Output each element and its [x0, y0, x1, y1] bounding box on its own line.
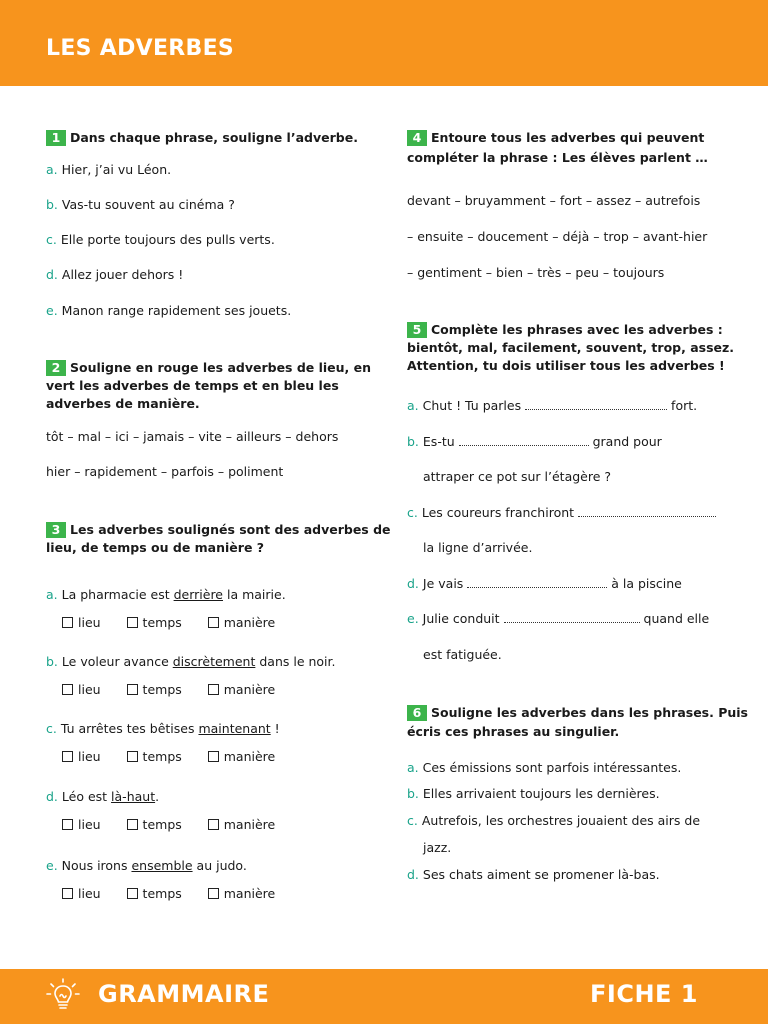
ex1-instruction: Dans chaque phrase, souligne l’adverbe. [70, 130, 358, 145]
item-letter: d. [407, 576, 419, 591]
ex5-item [407, 434, 662, 450]
option-maniere[interactable] [208, 682, 275, 698]
item-text: Julie conduit [422, 611, 504, 626]
checkbox[interactable] [127, 888, 138, 899]
item-text: Nous irons [61, 858, 132, 873]
item-letter: c. [46, 721, 57, 736]
ex6-item [407, 813, 700, 829]
ex5-instruction-line: Attention, tu dois utiliser tous les adverbes ! [407, 358, 725, 373]
item-text: Allez jouer dehors ! [61, 267, 184, 282]
item-letter: a. [46, 587, 58, 602]
item-letter: d. [46, 789, 58, 804]
item-text: Elle porte toujours des pulls verts. [60, 232, 275, 247]
item-letter: b. [46, 654, 58, 669]
ex3-instruction-line: lieu, de temps ou de manière ? [46, 540, 265, 555]
item-text: Je vais [422, 576, 468, 591]
item-letter: a. [407, 760, 419, 775]
ex4-number: 4 [407, 130, 427, 146]
item-text: au judo. [192, 858, 247, 873]
item-letter: a. [46, 162, 58, 177]
item-letter: b. [407, 434, 419, 449]
answer-blank[interactable] [467, 577, 607, 588]
ex5-number: 5 [407, 322, 427, 338]
item-letter: c. [407, 505, 418, 520]
ex1-item [46, 232, 275, 248]
option-temps[interactable] [127, 615, 182, 631]
option-label: lieu [78, 817, 101, 832]
ex1-item [46, 162, 171, 178]
page-footer [0, 969, 768, 1024]
option-label: lieu [78, 615, 101, 630]
option-label: temps [142, 749, 182, 764]
checkbox[interactable] [208, 819, 219, 830]
item-letter: e. [407, 611, 419, 626]
item-text: Vas-tu souvent au cinéma ? [61, 197, 235, 212]
option-maniere[interactable] [208, 886, 275, 902]
item-text: La pharmacie est [61, 587, 174, 602]
option-label: manière [223, 817, 276, 832]
option-label: manière [223, 682, 276, 697]
checkbox[interactable] [127, 617, 138, 628]
item-text: Es-tu [422, 434, 459, 449]
item-text: Chut ! Tu parles [422, 398, 526, 413]
item-text: Manon range rapidement ses jouets. [61, 303, 292, 318]
ex6-instruction-line [407, 705, 748, 721]
item-text: Hier, j’ai vu Léon. [61, 162, 172, 177]
item-text: ! [270, 721, 280, 736]
checkbox[interactable] [62, 888, 73, 899]
ex3-item [46, 789, 159, 805]
option-label: lieu [78, 682, 101, 697]
item-text: . [155, 789, 160, 804]
option-label: temps [142, 817, 182, 832]
option-maniere[interactable] [208, 817, 275, 833]
item-text: Ces émissions sont parfois intéressantes. [422, 760, 682, 775]
option-label: lieu [78, 886, 101, 901]
ex1-item [46, 267, 183, 283]
item-letter: e. [46, 858, 58, 873]
ex5-item [407, 611, 709, 627]
item-text: fort. [667, 398, 698, 413]
ex2-instruction-line: vert les adverbes de temps et en bleu les [46, 378, 339, 393]
item-letter: d. [46, 267, 58, 282]
checkbox[interactable] [208, 684, 219, 695]
option-temps[interactable] [127, 749, 182, 765]
ex5-item-continuation: est fatiguée. [423, 647, 502, 662]
ex2-instruction: Souligne en rouge les adverbes de lieu, en [70, 360, 372, 375]
ex6-item [407, 760, 681, 776]
ex4-instruction-line [407, 130, 704, 146]
option-label: temps [142, 682, 182, 697]
checkbox[interactable] [127, 751, 138, 762]
option-lieu[interactable] [62, 682, 101, 698]
option-temps[interactable] [127, 682, 182, 698]
item-text: Elles arrivaient toujours les dernières. [422, 786, 660, 801]
ex4-word-list: devant – bruyamment – fort – assez – autrefois [407, 193, 701, 208]
item-text: Autrefois, les orchestres jouaient des airs de [421, 813, 701, 828]
answer-blank[interactable] [578, 506, 716, 517]
item-letter: b. [46, 197, 58, 212]
ex3-item [46, 587, 286, 603]
ex2-instruction-line: adverbes de manière. [46, 396, 200, 411]
footer-sheet-number: FICHE 1 [590, 980, 698, 1008]
option-temps[interactable] [127, 817, 182, 833]
item-letter: e. [46, 303, 58, 318]
ex3-options [62, 817, 275, 833]
item-text: grand pour [588, 434, 662, 449]
ex6-number: 6 [407, 705, 427, 721]
option-label: manière [223, 615, 276, 630]
item-text: quand elle [639, 611, 710, 626]
ex1-item [46, 197, 235, 213]
option-lieu[interactable] [62, 886, 101, 902]
item-text: la mairie. [223, 587, 286, 602]
option-label: manière [223, 886, 276, 901]
page-title: LES ADVERBES [46, 36, 235, 61]
ex2-word-list: tôt – mal – ici – jamais – vite – ailleurs – dehors [46, 429, 339, 444]
option-label: temps [142, 886, 182, 901]
option-maniere[interactable] [208, 615, 275, 631]
answer-blank[interactable] [525, 399, 667, 410]
option-temps[interactable] [127, 886, 182, 902]
ex3-options [62, 749, 275, 765]
ex1-instruction-line [46, 130, 358, 146]
item-letter: c. [407, 813, 418, 828]
item-letter: b. [407, 786, 419, 801]
checkbox[interactable] [62, 617, 73, 628]
item-text: dans le noir. [255, 654, 336, 669]
ex3-instruction: Les adverbes soulignés sont des adverbes de [70, 522, 391, 537]
ex5-instruction: Complète les phrases avec les adverbes : [431, 322, 723, 337]
item-text: Le voleur avance [61, 654, 173, 669]
ex5-item-continuation: la ligne d’arrivée. [423, 540, 533, 555]
item-letter: c. [46, 232, 57, 247]
checkbox[interactable] [127, 819, 138, 830]
checkbox[interactable] [62, 684, 73, 695]
ex5-item [407, 398, 697, 414]
item-text: Les coureurs franchiront [421, 505, 579, 520]
checkbox[interactable] [208, 888, 219, 899]
ex6-item [407, 786, 660, 802]
option-label: temps [142, 615, 182, 630]
ex3-options [62, 615, 275, 631]
item-text: Léo est [61, 789, 112, 804]
item-text: à la piscine [607, 576, 682, 591]
option-maniere[interactable] [208, 749, 275, 765]
ex3-item [46, 721, 280, 737]
underlined-adverb: ensemble [131, 858, 193, 873]
ex5-instruction-line: bientôt, mal, facilement, souvent, trop, assez. [407, 340, 735, 355]
underlined-adverb: discrètement [172, 654, 256, 669]
item-letter: a. [407, 398, 419, 413]
checkbox[interactable] [62, 819, 73, 830]
ex3-instruction-line [46, 522, 391, 538]
answer-blank[interactable] [504, 612, 640, 623]
ex1-item [46, 303, 291, 319]
ex4-instruction-line: compléter la phrase : Les élèves parlent … [407, 150, 708, 165]
ex5-item [407, 576, 682, 592]
ex3-options [62, 682, 275, 698]
ex5-item-continuation: attraper ce pot sur l’étagère ? [423, 469, 612, 484]
item-text: Ses chats aiment se promener là-bas. [422, 867, 660, 882]
ex4-word-list: – ensuite – doucement – déjà – trop – avant-hier [407, 229, 708, 244]
ex3-item [46, 654, 336, 670]
ex1-number: 1 [46, 130, 66, 146]
ex3-options [62, 886, 275, 902]
underlined-adverb: derrière [173, 587, 223, 602]
checkbox[interactable] [208, 617, 219, 628]
underlined-adverb: là-haut [111, 789, 156, 804]
page-header [0, 0, 768, 86]
ex5-item [407, 505, 716, 521]
ex6-instruction: Souligne les adverbes dans les phrases. Puis [431, 705, 748, 720]
answer-blank[interactable] [459, 435, 589, 446]
ex2-instruction-line [46, 360, 371, 376]
ex4-instruction: Entoure tous les adverbes qui peuvent [431, 130, 705, 145]
option-label: lieu [78, 749, 101, 764]
option-lieu[interactable] [62, 749, 101, 765]
option-lieu[interactable] [62, 817, 101, 833]
option-lieu[interactable] [62, 615, 101, 631]
ex3-number: 3 [46, 522, 66, 538]
item-text: Tu arrêtes tes bêtises [60, 721, 199, 736]
ex4-word-list: – gentiment – bien – très – peu – toujours [407, 265, 665, 280]
checkbox[interactable] [62, 751, 73, 762]
item-letter: d. [407, 867, 419, 882]
underlined-adverb: maintenant [198, 721, 271, 736]
ex2-number: 2 [46, 360, 66, 376]
ex6-item-continuation: jazz. [423, 840, 452, 855]
lightbulb-icon [46, 978, 80, 1012]
ex5-instruction-line [407, 322, 723, 338]
ex3-item [46, 858, 247, 874]
footer-subject: GRAMMAIRE [98, 980, 270, 1008]
option-label: manière [223, 749, 276, 764]
checkbox[interactable] [127, 684, 138, 695]
ex2-word-list: hier – rapidement – parfois – poliment [46, 464, 284, 479]
checkbox[interactable] [208, 751, 219, 762]
ex6-instruction-line: écris ces phrases au singulier. [407, 724, 620, 739]
ex6-item [407, 867, 660, 883]
